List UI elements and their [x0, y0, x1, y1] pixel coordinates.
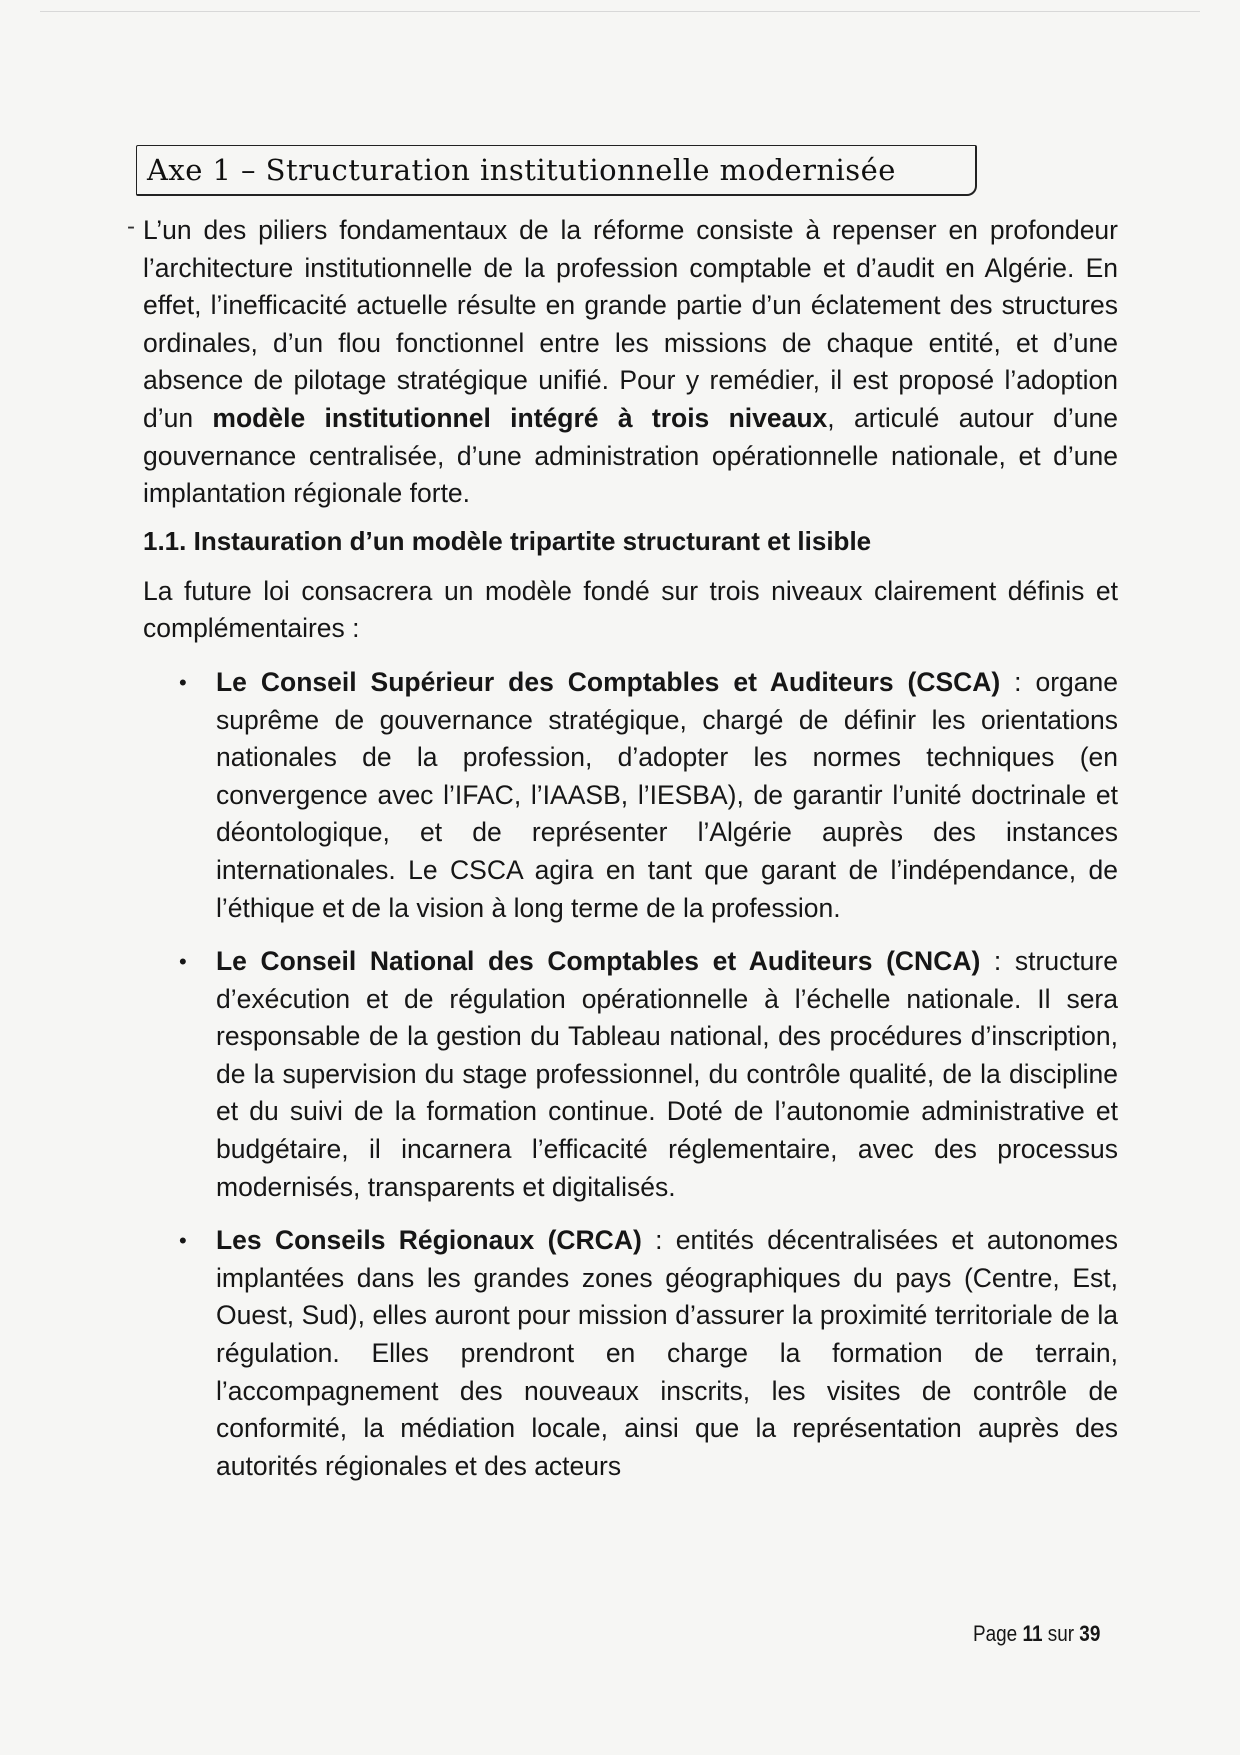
bullet-text: : organe suprême de gouvernance stratégique, chargé de définir les orientations nationales de la profession, d’adopter les normes techniques (en convergence avec l’IFAC, l’IAASB, l’IESBA), de garantir l’unité doctrinale et déontologique, et de représenter l’Algérie auprès des instances internationales. Le CSCA agira en tant que garant de l’indépendance, de l’éthique et de la vision à long terme de la profession.	[216, 666, 1118, 923]
bullet-dot-icon: •	[179, 1228, 187, 1254]
footer-of-word: sur	[1047, 1621, 1075, 1646]
page-content	[127, 212, 1118, 1501]
footer-total-pages: 39	[1079, 1621, 1101, 1646]
bullet-item-cnca	[143, 943, 1118, 1206]
bullet-list	[143, 664, 1118, 1485]
axis-title-box	[136, 145, 977, 196]
top-rule	[40, 11, 1200, 12]
bullet-item-crca	[143, 1222, 1118, 1485]
bullet-item-csca	[143, 664, 1118, 927]
bullet-term: Le Conseil Supérieur des Comptables et Auditeurs (CSCA)	[216, 666, 1001, 697]
intro-dash-mark: -	[127, 213, 135, 240]
intro-paragraph	[127, 212, 1118, 513]
intro-bold-text: modèle institutionnel intégré à trois niveaux	[212, 402, 828, 433]
bullet-dot-icon: •	[179, 669, 187, 695]
intro-text-start: L’un des piliers fondamentaux de la réforme consiste à repenser en profondeur l’architecture institutionnelle de la profession comptable et d’audit en Algérie. En effet, l’inefficacité actuelle résulte en grande partie d’un éclatement des structures ordinales, d’un flou fonctionnel entre les missions de chaque entité, et d’une absence de pilotage stratégique unifié. Pour y remédier, il est proposé l’adoption d’un	[143, 215, 1118, 433]
intro-text-end: , articulé autour d’une gouvernance centralisée, d’une administration opérationnelle nationale, et d’une implantation régionale forte.	[143, 402, 1118, 509]
footer-page-word: Page	[973, 1621, 1018, 1646]
section-lead: La future loi consacrera un modèle fondé sur trois niveaux clairement définis et complémentaires :	[143, 575, 1118, 644]
footer-page-number: 11	[1022, 1621, 1043, 1646]
axis-title: Axe 1 – Structuration institutionnelle modernisée	[147, 153, 896, 187]
bullet-text: : structure d’exécution et de régulation opérationnelle à l’échelle nationale. Il sera responsable de la gestion du Tableau national, des procédures d’inscription, de la supervision du stage professionnel, du contrôle qualité, de la discipline et du suivi de la formation continue. Doté de l’autonomie administrative et budgétaire, il incarnera l’efficacité réglementaire, avec des processus modernisés, transparents et digitalisés.	[216, 946, 1118, 1202]
bullet-text: : entités décentralisées et autonomes implantées dans les grandes zones géographiques du pays (Centre, Est, Ouest, Sud), elles auront pour mission d’assurer la proximité territoriale de la régulation. Elles prendront en charge la formation de terrain, l’accompagnement des nouveaux inscrits, les visites de contrôle de conformité, la médiation locale, ainsi que la représentation auprès des autorités régionales et des acteurs	[216, 1225, 1118, 1481]
section-heading: 1.1. Instauration d’un modèle tripartite structurant et lisible	[143, 525, 872, 556]
bullet-term: Le Conseil National des Comptables et Auditeurs (CNCA)	[216, 946, 981, 977]
bullet-dot-icon: •	[179, 949, 187, 975]
bullet-term: Les Conseils Régionaux (CRCA)	[216, 1225, 642, 1256]
page-footer	[973, 1620, 1100, 1648]
